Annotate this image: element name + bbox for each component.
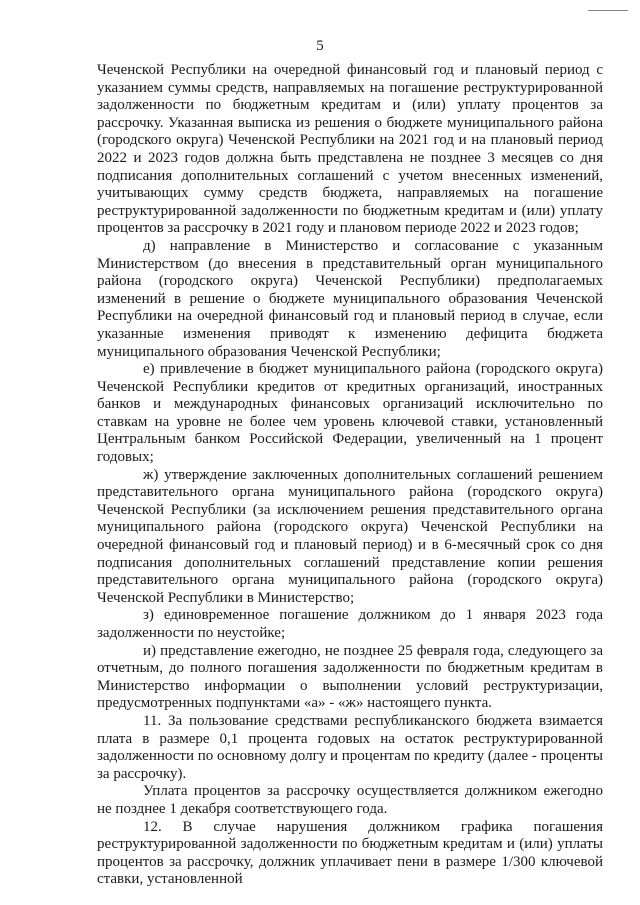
page-number: 5	[316, 38, 324, 54]
paragraph-clause-11: 11. За пользование средствами республиканского бюджета взимается плата в размере 0,1 процента годовых на остаток реструктурированной задолженности по основному долгу и процентам по кредиту (далее - проценты за рассрочку).	[97, 712, 604, 782]
paragraph-item-e: е) привлечение в бюджет муниципального района (городского округа) Чеченской Республики кредитов от кредитных организаций, иностранных банков и международных финансовых организаций исключительно по ставкам на уровне не более чем уровень ключевой ставки, установленный Центральным банком Российской Федерации, увеличенный на 1 процент годовых;	[97, 361, 603, 466]
paragraph-budget-extract: Чеченской Республики на очередной финансовый год и плановый период с указанием суммы средств, направляемых на погашение реструктурированной задолженности по бюджетным кредитам и (или) уплату процентов за рассрочку. Указанная выписка из решения о бюджете муниципального района (городского округа) Чеченской Республики на 2021 год и на плановый период 2022 и 2023 годов должна быть представлена не позднее 3 месяцев со дня подписания дополнительных соглашений с учетом внесенных изменений, учитывающих сумму средств бюджета, направляемых на погашение реструктурированной задолженности по бюджетным кредитам и (или) уплату процентов за рассрочку в 2021 году и плановом периоде 2022 и 2023 годов;	[97, 62, 603, 237]
paragraph-item-z: з) единовременное погашение должником до 1 января 2023 года задолженности по неустойке;	[97, 607, 603, 641]
paragraph-clause-12: 12. В случае нарушения должником графика погашения реструктурированной задолженности по бюджетным кредитам и (или) уплаты процентов за рассрочку, должник уплачивает пени в размере 1/300 ключевой ставки, установленной	[97, 818, 603, 888]
paragraph-item-zh: ж) утверждение заключенных дополнительных соглашений решением представительного органа муниципального района (городского округа) Чеченской Республики (за исключением решения представительного органа муниципального района (городского округа) Чеченской Республики на очередной финансовый год и плановый период) и в 6-месячный срок со дня подписания дополнительных соглашений представление копии решения представительного органа муниципального района (городского округа) Чеченской Республики в Министерство;	[97, 466, 603, 606]
paragraph-interest-payment: Уплата процентов за рассрочку осуществляется должником ежегодно не позднее 1 декабря соответствующего года.	[97, 783, 603, 817]
header-corner-line	[588, 10, 628, 11]
paragraph-item-d: д) направление в Министерство и согласование с указанным Министерством (до внесения в представительный орган муниципального района (городского округа) Чеченской Республики) предполагаемых изменений в решение о бюджете муниципального образования Чеченской Республики на очередной финансовый год и плановый период в случае, если указанные изменения приводят к изменению дефицита бюджета муниципального образования Чеченской Республики;	[97, 237, 603, 360]
paragraph-item-i: и) представление ежегодно, не позднее 25 февраля года, следующего за отчетным, до полного погашения задолженности по бюджетным кредитам в Министерство информации о выполнении условий реструктуризации, предусмотренных подпунктами «а» - «ж» настоящего пункта.	[97, 642, 603, 712]
document-body	[97, 62, 603, 889]
